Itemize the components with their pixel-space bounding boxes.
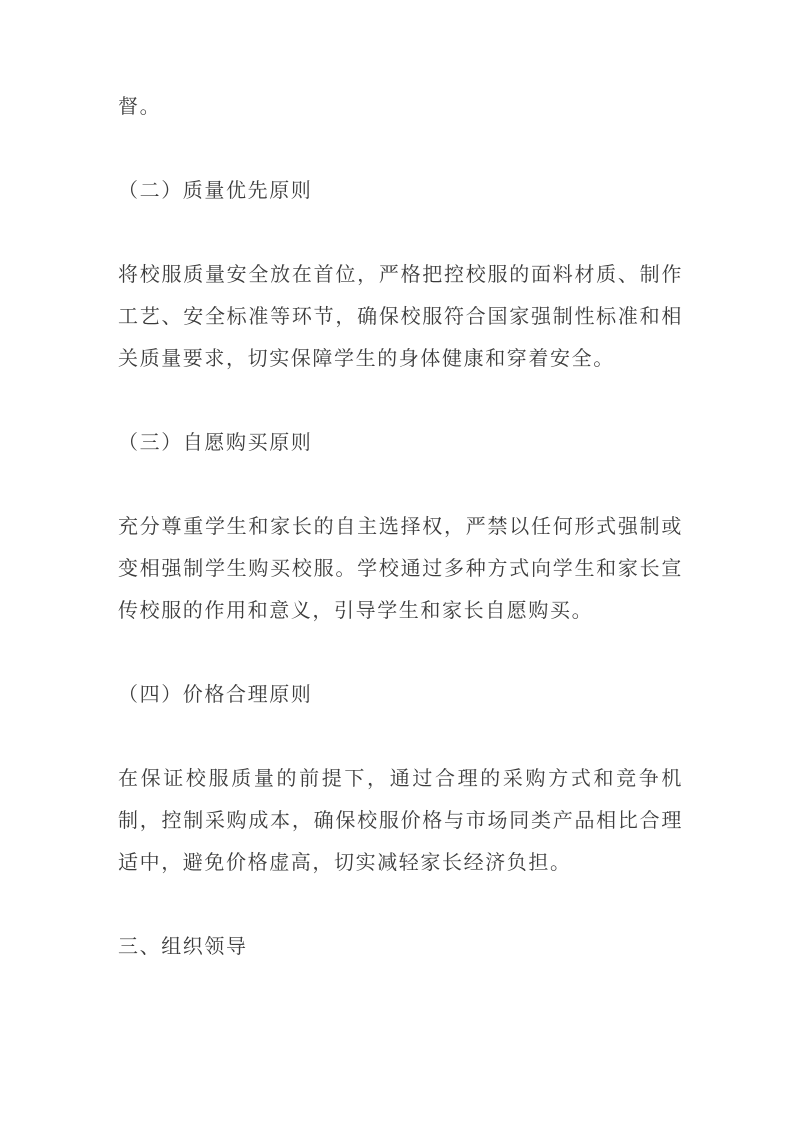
heading-section-3: 三、组织领导 — [118, 936, 248, 958]
heading-principle-2: （二）质量优先原则 — [118, 180, 313, 202]
paragraph-principle-3: 充分尊重学生和家长的自主选择权，严禁以任何形式强制或变相强制学生购买校服。学校通过多种方式向学生和家长宣传校服的作用和意义，引导学生和家长自愿购买。 — [118, 516, 683, 622]
paragraph-principle-2: 将校服质量安全放在首位，严格把控校服的面料材质、制作工艺、安全标准等环节，确保校服符合国家强制性标准和相关质量要求，切实保障学生的身体健康和穿着安全。 — [118, 264, 683, 370]
paragraph-continuation: 督。 — [118, 96, 162, 118]
heading-principle-3: （三）自愿购买原则 — [118, 432, 313, 454]
document-body — [118, 86, 683, 968]
paragraph-principle-4: 在保证校服质量的前提下，通过合理的采购方式和竞争机制，控制采购成本，确保校服价格与市场同类产品相比合理适中，避免价格虚高，切实减轻家长经济负担。 — [118, 768, 683, 874]
heading-principle-4: （四）价格合理原则 — [118, 684, 313, 706]
